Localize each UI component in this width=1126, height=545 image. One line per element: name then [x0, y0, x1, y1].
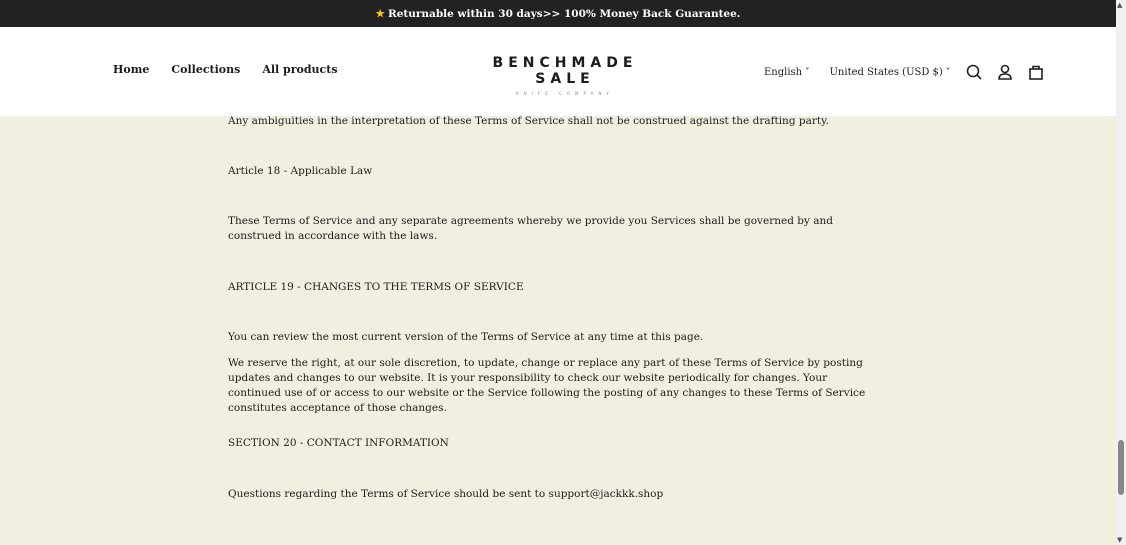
search-icon[interactable]	[965, 63, 983, 81]
paragraph: Any ambiguities in the interpretation of these Terms of Service shall not be construed against the drafting party.	[228, 115, 829, 127]
logo-sub: KNIFE COMPANY	[516, 91, 614, 96]
heading-article-18: Article 18 - Applicable Law	[228, 165, 373, 177]
heading-section-20: SECTION 20 - CONTACT INFORMATION	[228, 437, 449, 449]
site-header	[0, 27, 1116, 116]
main-nav	[113, 63, 338, 76]
paragraph: These Terms of Service and any separate agreements whereby we provide you Services shall be governed by and construed in accordance with the laws.	[228, 215, 833, 242]
scroll-up-icon[interactable]: ▲	[1117, 1, 1123, 9]
account-icon[interactable]	[996, 63, 1014, 81]
logo-main: BENCHMADE SALE	[492, 55, 638, 87]
nav-home[interactable]: Home	[113, 63, 150, 76]
paragraph: You can review the most current version of the Terms of Service at any time at this page.	[228, 331, 704, 343]
scrollbar-thumb[interactable]	[1118, 440, 1124, 495]
paragraph: We reserve the right, at our sole discretion, to update, change or replace any part of these Terms of Service by posting updates and changes to our website. It is your responsibility to check our website periodically for changes. Your continued use of or access to our website or the Service following the posting of any changes to these Terms of Service constitutes acceptance of those changes.	[228, 357, 866, 414]
country-selector[interactable]: United States (USD $) ˅	[830, 67, 951, 78]
heading-article-19: ARTICLE 19 - CHANGES TO THE TERMS OF SERVICE	[228, 281, 524, 293]
cart-icon[interactable]	[1027, 63, 1045, 81]
language-selector[interactable]: English ˅	[764, 67, 810, 78]
logo[interactable]	[480, 55, 650, 96]
announcement-text: Returnable within 30 days>> 100% Money Back Guarantee.	[387, 7, 741, 20]
nav-collections[interactable]: Collections	[171, 63, 241, 76]
scroll-down-icon[interactable]: ▼	[1117, 536, 1123, 544]
contact-paragraph: Questions regarding the Terms of Service should be sent to support@jackkk.shop	[228, 488, 664, 500]
scrollbar[interactable]	[1116, 0, 1126, 545]
star-icon: ★	[375, 7, 385, 20]
nav-all-products[interactable]: All products	[262, 63, 338, 76]
announcement-bar	[0, 0, 1116, 27]
